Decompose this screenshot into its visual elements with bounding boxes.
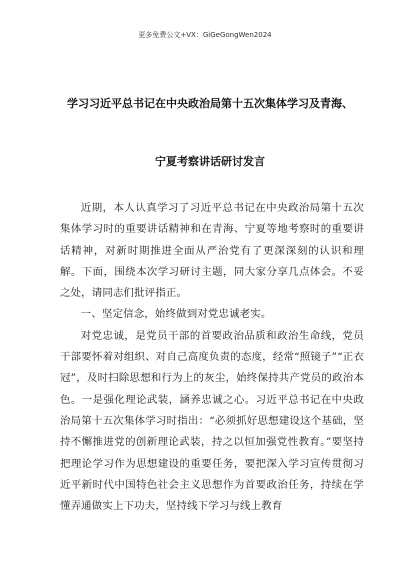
document-title-line1: 学习习近平总书记在中央政治局第十五次集体学习及青海、 — [67, 97, 353, 110]
intro-paragraph: 近期，本人认真学习了习近平总书记在中央政治局第十五次集体学习时的重要讲话精神和在青海、宁夏等地考察时的重要讲话精神，对新时期推进全面从严治党有了更深深刻的认识和理解。下面，围绕本次学习研讨主题，同大家分享几点体会。不妥之处，请同志们批评指正。 — [60, 202, 364, 300]
section-heading: 一、坚定信念，始终做到对党忠诚老实。 — [80, 308, 272, 321]
section-paragraph: 对党忠诚，是党员干部的首要政治品质和政治生命线，党员干部要怀着对组织、对自己高度负责的态度，经常“照镜子”“正衣冠”，及时扫除思想和行为上的灰尘，始终保持共产党员的政治本色。一是强化理论武装，涵养忠诚之心。习近平总书记在中央政治局第十五次集体学习时指出：“必须抓好思想建设这个基础，坚持不懈推进党的创新理论武装，持之以恒加强党性教育。”要坚持把理论学习作为思想建设的重要任务，要把深入学习宣传贯彻习近平新时代中国特色社会主义思想作为首要政治任务，持续在学懂弄通做实上下功夫，坚持线下学习与线上教育 — [60, 329, 364, 513]
document-title-line2: 宁夏考察讲话研讨发言 — [155, 155, 265, 168]
header-note: 更多免费公文+VX：GiGeGongWen2024 — [138, 31, 272, 39]
document-body — [60, 198, 364, 517]
